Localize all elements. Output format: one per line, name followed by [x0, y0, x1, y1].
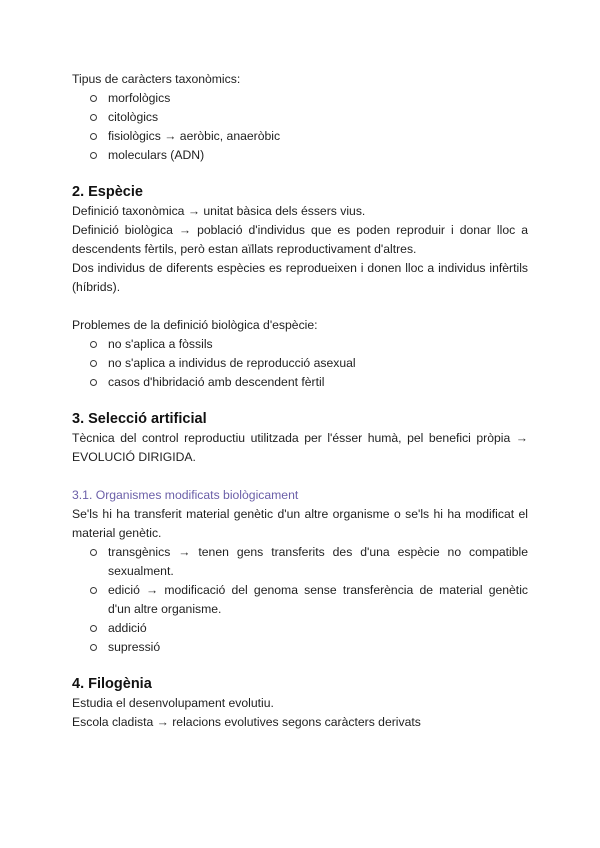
document-page: [72, 70, 528, 732]
list-item: addició: [72, 619, 528, 638]
paragraph: Definició biològica → població d'individus que es poden reproduir i donar lloc a descendents fèrtils, però estan aïllats reproductivament d'altres.: [72, 223, 528, 256]
list-item: supressió: [72, 638, 528, 657]
omb-list: [72, 543, 528, 657]
section-heading-filogenia: 4. Filogènia: [72, 676, 152, 692]
bullet-icon: [90, 341, 97, 348]
list-item: edició → modificació del genoma sense transferència de material genètic d'un altre organisme.: [72, 581, 528, 619]
bullet-icon: [90, 360, 97, 367]
intro-list: [72, 89, 528, 165]
paragraph: Dos individus de diferents espècies es reprodueixen i donen lloc a individus infèrtils (híbrids).: [72, 261, 528, 294]
bullet-icon: [90, 152, 97, 159]
intro-label: Tipus de caràcters taxonòmics:: [72, 72, 241, 86]
bullet-icon: [90, 379, 97, 386]
bullet-icon: [90, 625, 97, 632]
list-item: moleculars (ADN): [72, 146, 528, 165]
bullet-icon: [90, 133, 97, 140]
paragraph: Escola cladista → relacions evolutives segons caràcters derivats: [72, 715, 421, 729]
list-item: casos d'hibridació amb descendent fèrtil: [72, 373, 528, 392]
list-item: citològics: [72, 108, 528, 127]
subsection-heading: 3.1. Organismes modificats biològicament: [72, 488, 299, 502]
bullet-icon: [90, 549, 97, 556]
list-item: morfològics: [72, 89, 528, 108]
paragraph: Estudia el desenvolupament evolutiu.: [72, 696, 274, 710]
bullet-icon: [90, 587, 97, 594]
problems-list: [72, 335, 528, 392]
section-heading-especie: 2. Espècie: [72, 184, 143, 200]
list-item: no s'aplica a fòssils: [72, 335, 528, 354]
list-item: no s'aplica a individus de reproducció asexual: [72, 354, 528, 373]
bullet-icon: [90, 95, 97, 102]
list-item: fisiològics → aeròbic, anaeròbic: [72, 127, 528, 146]
paragraph: Tècnica del control reproductiu utilitzada per l'ésser humà, pel benefici pròpia → EVOLUCIÓ DIRIGIDA.: [72, 431, 528, 464]
list-item: transgènics → tenen gens transferits des d'una espècie no compatible sexualment.: [72, 543, 528, 581]
section-heading-seleccio: 3. Selecció artificial: [72, 411, 207, 427]
paragraph: Se'ls hi ha transferit material genètic d'un altre organisme o se'ls hi ha modificat el material genètic.: [72, 507, 528, 540]
bullet-icon: [90, 644, 97, 651]
bullet-icon: [90, 114, 97, 121]
paragraph: Definició taxonòmica → unitat bàsica dels éssers vius.: [72, 204, 366, 218]
problems-label: Problemes de la definició biològica d'espècie:: [72, 318, 318, 332]
